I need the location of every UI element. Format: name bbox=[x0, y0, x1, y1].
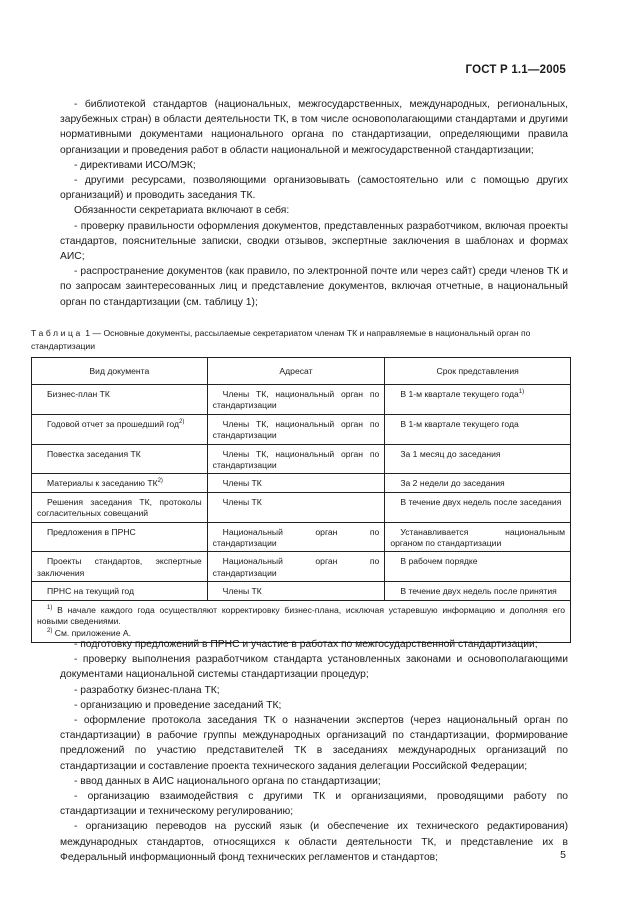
table-row bbox=[32, 492, 571, 522]
cell-doc-type bbox=[32, 474, 208, 492]
cell-addressee bbox=[207, 522, 385, 552]
cell-deadline-text: За 1 месяц до заседания bbox=[400, 448, 501, 459]
table-caption-text: — Основные документы, рассылаемые секретариатом членам ТК и направляемые в национальный орган по стандартизации bbox=[31, 328, 531, 351]
cell-addressee-text: Члены ТК, национальный орган по стандартизации bbox=[212, 389, 380, 411]
paragraph: - разработку бизнес-плана ТК; bbox=[74, 684, 220, 696]
cell-deadline-text: За 2 недели до заседания bbox=[400, 478, 505, 489]
table-row bbox=[32, 474, 571, 492]
cell-doc-type bbox=[32, 492, 208, 522]
table-row bbox=[32, 385, 571, 415]
cell-deadline bbox=[385, 444, 571, 474]
cell-addressee bbox=[207, 444, 385, 474]
cell-doc-type-text: ПРНС на текущий год bbox=[47, 586, 135, 597]
column-header-doc-type: Вид документа bbox=[32, 358, 208, 385]
paragraph: Обязанности секретариата включают в себя: bbox=[74, 205, 290, 217]
paragraph: - другими ресурсами, позволяющими организовывать (самостоятельно или с помощью других организаций) и проводить заседания ТК. bbox=[60, 175, 568, 202]
paragraph: - распространение документов (как правило, по электронной почте или через сайт) среди членов ТК и по запросам заинтересованных лиц и представление документов, включая отчетные, в национальный орган по стандартизации (см. таблицу 1); bbox=[60, 266, 568, 308]
cell-deadline-text: В течение двух недель после заседания bbox=[400, 496, 562, 507]
cell-addressee bbox=[207, 385, 385, 415]
cell-addressee bbox=[207, 492, 385, 522]
footnote-mark: 2) bbox=[178, 418, 185, 425]
note-text: См. приложение А. bbox=[54, 627, 132, 638]
paragraph: - ввод данных в АИС национального органа по стандартизации; bbox=[74, 775, 381, 787]
note-mark: 2) bbox=[47, 628, 53, 635]
note-text: В начале каждого года осуществляют корректировку бизнес-плана, исключая устаревшую информацию и дополняя его новыми сведениями. bbox=[37, 604, 565, 627]
cell-doc-type bbox=[32, 444, 208, 474]
cell-doc-type-text: Повестка заседания ТК bbox=[47, 448, 141, 459]
cell-deadline-text: В 1-м квартале текущего года bbox=[400, 389, 519, 399]
paragraph: - директивами ИСО/МЭК; bbox=[74, 159, 196, 171]
cell-addressee bbox=[207, 552, 385, 582]
cell-deadline bbox=[385, 522, 571, 552]
cell-doc-type-text: Материалы к заседанию ТК bbox=[47, 478, 158, 489]
cell-doc-type bbox=[32, 522, 208, 552]
cell-deadline-text: Устанавливается национальным органом по стандартизации bbox=[390, 526, 565, 549]
cell-addressee bbox=[207, 474, 385, 492]
table-row bbox=[32, 444, 571, 474]
column-header-addressee: Адресат bbox=[207, 358, 385, 385]
cell-addressee-text: Национальный орган по стандартизации bbox=[212, 526, 380, 549]
paragraph: - оформление протокола заседания ТК о назначении экспертов (через национальный орган по стандартизации) в рабочие группы международных организаций по стандартизации, формирование предложений по участию представителей ТК в заседаниях международных организаций по стандартизации и составление проекта технического задания делегации Российской Федерации; bbox=[60, 715, 568, 772]
cell-doc-type-text: Проекты стандартов, экспертные заключения bbox=[37, 556, 202, 578]
top-paragraphs bbox=[60, 97, 568, 310]
cell-doc-type-text: Решения заседания ТК, протоколы согласительных совещаний bbox=[37, 496, 202, 519]
paragraph: - организацию и проведение заседаний ТК; bbox=[74, 699, 282, 711]
paragraph: - библиотекой стандартов (национальных, межгосударственных, международных, региональных, зарубежных стран) в области деятельности ТК, в том числе основополагающими стандартами и другими нормативными документами национального органа по стандартизации, определяющими правила организации и проведения работ в области национальной и межгосударственной стандартизации; bbox=[60, 99, 568, 156]
paragraph: - организацию переводов на русский язык (и обеспечение их технического редактирования) международных стандартов, относящихся к области деятельности ТК, и представление их в Федеральный информационный фонд технических регламентов и стандартов; bbox=[60, 821, 568, 863]
cell-addressee-text: Члены ТК, национальный орган по стандартизации bbox=[212, 418, 380, 441]
cell-deadline bbox=[385, 474, 571, 492]
paragraph: - проверку выполнения разработчиком стандарта установленных законами и основополагающими документами национальной системы стандартизации процедур; bbox=[60, 654, 568, 681]
cell-doc-type bbox=[32, 385, 208, 415]
table-row bbox=[32, 582, 571, 600]
page-number: 5 bbox=[560, 849, 566, 861]
bottom-paragraphs bbox=[60, 637, 568, 865]
table-note bbox=[37, 605, 565, 628]
table-row bbox=[32, 552, 571, 582]
footnote-mark: 1) bbox=[518, 389, 525, 396]
cell-doc-type bbox=[32, 582, 208, 600]
cell-doc-type-text: Годовой отчет за прошедший год bbox=[47, 418, 179, 429]
cell-addressee-text: Члены ТК bbox=[222, 496, 262, 507]
paragraph: - проверку правильности оформления документов, представленных разработчиком, включая проекты стандартов, пояснительные записки, сводки отзывов, экспертные заключения в шаблонах и формах АИС; bbox=[60, 220, 568, 263]
cell-deadline bbox=[385, 552, 571, 582]
cell-addressee bbox=[207, 582, 385, 600]
table-body bbox=[32, 385, 571, 643]
cell-deadline-text: В 1-м квартале текущего года bbox=[400, 418, 519, 429]
table-caption-number: 1 bbox=[85, 328, 91, 338]
table-caption-label: Таблица bbox=[31, 328, 83, 338]
paragraph: - организацию взаимодействия с другими ТК и организациями, проводящими работу по стандартизации и техническому регулированию; bbox=[60, 791, 568, 818]
column-header-deadline: Срок представления bbox=[385, 358, 571, 385]
cell-deadline bbox=[385, 492, 571, 522]
table-header-row bbox=[32, 358, 571, 385]
table-row bbox=[32, 414, 571, 444]
cell-deadline-text: В рабочем порядке bbox=[400, 556, 478, 567]
note-mark: 1) bbox=[47, 604, 53, 611]
cell-deadline bbox=[385, 582, 571, 600]
cell-doc-type-text: Предложения в ПРНС bbox=[47, 526, 136, 537]
table-caption bbox=[31, 327, 571, 352]
cell-deadline-text: В течение двух недель после принятия bbox=[400, 586, 557, 597]
cell-deadline bbox=[385, 385, 571, 415]
cell-addressee-text: Национальный орган по стандартизации bbox=[212, 556, 380, 578]
footnote-mark: 2) bbox=[157, 478, 163, 485]
cell-doc-type-text: Бизнес-план ТК bbox=[47, 389, 110, 399]
document-header: ГОСТ Р 1.1—2005 bbox=[465, 64, 566, 76]
documents-table bbox=[31, 357, 571, 643]
cell-addressee-text: Члены ТК, национальный орган по стандартизации bbox=[212, 448, 380, 471]
table-row bbox=[32, 522, 571, 552]
cell-doc-type bbox=[32, 552, 208, 582]
cell-doc-type bbox=[32, 414, 208, 444]
cell-addressee-text: Члены ТК bbox=[222, 586, 262, 597]
cell-addressee-text: Члены ТК bbox=[222, 478, 262, 489]
cell-deadline bbox=[385, 414, 571, 444]
paragraph: - подготовку предложений в ПРНС и участие в работах по межгосударственной стандартизации; bbox=[74, 639, 538, 650]
cell-addressee bbox=[207, 414, 385, 444]
